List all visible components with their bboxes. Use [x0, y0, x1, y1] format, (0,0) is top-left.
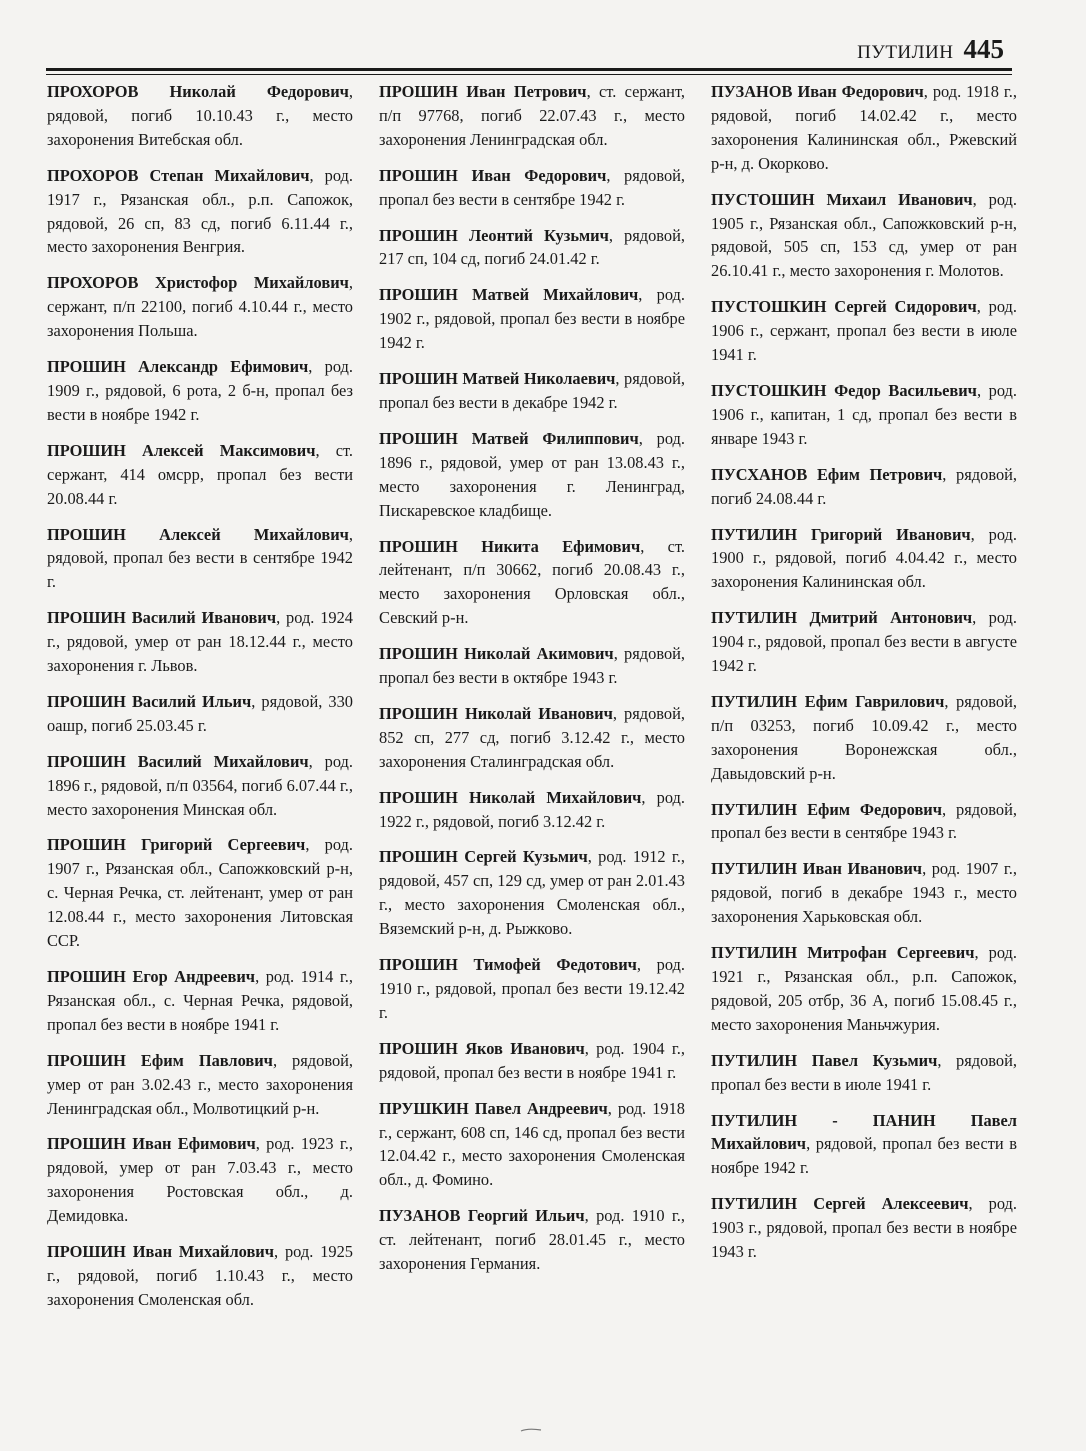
entry-name: ПРОШИН Николай Михайлович: [379, 787, 642, 807]
entry-name: ПРОШИН Егор Андреевич: [47, 967, 256, 986]
entry: [47, 523, 353, 595]
entry-name: ПУСТОШКИН Федор Васильевич: [711, 380, 977, 400]
entry: [711, 606, 1017, 678]
entry-name: ПРУШКИН Павел Андреевич: [379, 1098, 608, 1118]
entry: [711, 523, 1017, 595]
entry-details: , род. 1906 г., капитан, 1 сд, пропал без вести в январе 1943 г.: [711, 380, 1017, 448]
entry-details: , род. 1921 г., Рязанская обл., р.п. Сапожок, рядовой, 205 отбр, 36 А, погиб 15.08.45 г., место захоронения Маньчжурия.: [711, 943, 1017, 1034]
entry: [379, 164, 685, 212]
entry-details: , рядовой, погиб 24.08.44 г.: [711, 464, 1018, 508]
entry-name: ПРОШИН Василий Михайлович: [47, 751, 309, 771]
entry-name: ПУСХАНОВ Ефим Петрович: [711, 464, 943, 484]
entry: [47, 271, 353, 343]
entry-name: ПРОШИН Леонтий Кузьмич: [379, 225, 609, 245]
entry-name: ПРОШИН Яков Иванович: [379, 1038, 585, 1058]
entry: [711, 1192, 1017, 1264]
entry: [711, 1109, 1017, 1181]
entry-details: , род. 1905 г., Рязанская обл., Сапожковский р-н, рядовой, 505 сп, 153 сд, умер от ран 26.10.41 г., место захоронения г. Молотов.: [711, 189, 1017, 281]
entry: [379, 1204, 685, 1276]
entry: [711, 690, 1017, 786]
entry-details: , род. 1904 г., рядовой, пропал без вести в августе 1942 г.: [711, 608, 1017, 676]
entry-details: , род. 1906 г., сержант, пропал без вести в июле 1941 г.: [711, 297, 1017, 365]
entry-name: ПРОШИН Алексей Максимович: [47, 440, 316, 460]
entry: [47, 833, 353, 953]
entry-details: , род. 1923 г., рядовой, умер от ран 7.03.43 г., место захоронения Ростовская обл., д. Демидовка.: [47, 1134, 353, 1226]
entry-details: , рядовой, пропал без вести в сентябре 1942 г.: [379, 165, 686, 209]
entry-name: ПРОШИН Александр Ефимович: [47, 357, 309, 377]
entry-details: , род. 1918 г., рядовой, погиб 14.02.42 г., место захоронения Калининская обл., Ржевский р-н, д. Окорково.: [711, 82, 1017, 173]
print-smudge-mark: [520, 1428, 542, 1432]
entry: [379, 427, 685, 523]
entry-details: , род. 1912 г., рядовой, 457 сп, 129 сд, умер от ран 2.01.43 г., место захоронения Смоленская обл., Вяземский р-н, д. Рыжково.: [379, 847, 685, 939]
entry-name: ПРОШИН Матвей Михайлович: [379, 285, 639, 305]
entry-details: , род. 1914 г., Рязанская обл., с. Черная Речка, рядовой, пропал без вести в ноябре 1941 г.: [47, 967, 353, 1034]
entry-name: ПРОШИН Ефим Павлович: [47, 1050, 273, 1070]
entry-name: ПРОШИН Василий Ильич: [47, 691, 252, 711]
entry-details: , рядовой, пропал без вести в сентябре 1943 г.: [711, 799, 1017, 843]
entry-details: , род. 1907 г., Рязанская обл., Сапожковский р-н, с. Черная Речка, ст. лейтенант, умер от ран 12.08.44 г., место захоронения Литовская ССР.: [47, 835, 353, 951]
column-left: [47, 80, 353, 1400]
entry-details: , род. 1918 г., сержант, 608 сп, 146 сд, пропал без вести 12.04.42 г., место захоронения Смоленская обл., д. Фомино.: [379, 1098, 685, 1190]
entry-details: , род. 1910 г., рядовой, пропал без вести 19.12.42 г.: [379, 955, 685, 1022]
entry: [711, 80, 1017, 176]
entry-name: ПРОШИН Никита Ефимович: [379, 536, 641, 556]
entry-name: ПРОШИН Иван Федорович: [379, 165, 607, 185]
entry-details: , ст. сержант, 414 омсрр, пропал без вести 20.08.44 г.: [47, 440, 354, 508]
entry: [47, 750, 353, 822]
entry-name: ПРОХОРОВ Степан Михайлович: [47, 165, 310, 185]
entry-details: , род. 1896 г., рядовой, умер от ран 13.08.43 г., место захоронения г. Ленинград, Пискаревское кладбище.: [379, 428, 685, 520]
entry-name: ПУЗАНОВ Иван Федорович: [711, 82, 924, 101]
entry-details: , рядовой, 852 сп, 277 сд, погиб 3.12.42 г., место захоронения Сталинградская обл.: [379, 703, 685, 771]
running-head-surname: ПУТИЛИН: [857, 42, 954, 63]
entry: [711, 798, 1017, 846]
entry-name: ПРОШИН Иван Михайлович: [47, 1242, 274, 1262]
column-right: [711, 80, 1017, 1400]
entry: [711, 295, 1017, 367]
entry-details: , род. 1910 г., ст. лейтенант, погиб 28.01.45 г., место захоронения Германия.: [379, 1206, 685, 1274]
entry: [47, 1132, 353, 1228]
entry: [47, 606, 353, 678]
entry-name: ПУСТОШИН Михаил Иванович: [711, 189, 973, 209]
entry-name: ПУТИЛИН Митрофан Сергеевич: [711, 943, 975, 963]
page-number: 445: [963, 34, 1004, 64]
entry: [379, 953, 685, 1025]
entry-details: , род. 1909 г., рядовой, 6 рота, 2 б-н, пропал без вести в ноябре 1942 г.: [47, 357, 353, 424]
entry-details: , рядовой, пропал без вести в декабре 1942 г.: [379, 369, 685, 412]
entry-details: , рядовой, п/п 03253, погиб 10.09.42 г., место захоронения Воронежская обл., Давыдовский р-н.: [711, 691, 1017, 783]
entry: [379, 283, 685, 355]
entry-name: ПУТИЛИН Ефим Федорович: [711, 799, 942, 819]
entry-name: ПРОШИН Василий Иванович: [47, 608, 277, 628]
entry: [47, 80, 353, 152]
header-rule-thick: [46, 68, 1012, 71]
entry: [47, 1049, 353, 1121]
column-middle: [379, 80, 685, 1400]
entry-details: , ст. сержант, п/п 97768, погиб 22.07.43 г., место захоронения Ленинградская обл.: [379, 82, 685, 149]
entry: [47, 439, 353, 511]
entry-name: ПУСТОШКИН Сергей Сидорович: [711, 297, 977, 317]
entry-details: , род. 1917 г., Рязанская обл., р.п. Сапожок, рядовой, 26 сп, 83 сд, погиб 6.11.44 г., место захоронения Венгрия.: [47, 165, 353, 257]
entry-name: ПУТИЛИН Дмитрий Антонович: [711, 608, 973, 628]
entry-details: , рядовой, умер от ран 3.02.43 г., место захоронения Ленинградская обл., Молвотицкий р-н.: [47, 1050, 354, 1118]
entry: [47, 355, 353, 427]
entry-name: ПРОШИН Сергей Кузьмич: [379, 847, 588, 867]
entry: [379, 224, 685, 272]
entry-name: ПУТИЛИН Павел Кузьмич: [711, 1050, 938, 1070]
entry-details: , ст. лейтенант, п/п 30662, погиб 20.08.43 г., место захоронения Орловская обл., Севский р-н.: [379, 536, 685, 628]
entry: [711, 463, 1017, 511]
entry-name: ПРОШИН Иван Петрович: [379, 82, 587, 101]
entry-details: , сержант, п/п 22100, погиб 4.10.44 г., место захоронения Польша.: [47, 273, 353, 341]
entry-name: ПРОШИН Алексей Михайлович: [47, 524, 349, 544]
entry: [47, 690, 353, 738]
entry-details: , рядовой, погиб 10.10.43 г., место захоронения Витебская обл.: [47, 82, 353, 149]
entry: [711, 379, 1017, 451]
entry: [379, 367, 685, 415]
entry: [379, 1097, 685, 1193]
entry-name: ПРОШИН Николай Акимович: [379, 644, 614, 664]
entry-details: , рядовой, пропал без вести в ноябре 1942 г.: [711, 1134, 1017, 1178]
entry-details: , рядовой, 330 оашр, погиб 25.03.45 г.: [47, 691, 353, 735]
entry-name: ПРОХОРОВ Христофор Михайлович: [47, 273, 349, 293]
entry: [379, 845, 685, 941]
entries-columns: [47, 80, 1017, 1400]
entry-details: , рядовой, пропал без вести в июле 1941 г.: [711, 1050, 1017, 1094]
entry-details: , род. 1922 г., рядовой, погиб 3.12.42 г.: [379, 787, 685, 831]
entry-name: ПРОШИН Тимофей Федотович: [379, 955, 637, 975]
entry-name: ПУТИЛИН Сергей Алексеевич: [711, 1194, 969, 1214]
entry: [47, 1240, 353, 1312]
entry-details: , род. 1902 г., рядовой, пропал без вести в ноябре 1942 г.: [379, 285, 685, 353]
entry-name: ПРОШИН Николай Иванович: [379, 703, 613, 723]
entry-name: ПУТИЛИН Григорий Иванович: [711, 524, 971, 544]
entry-name: ПРОХОРОВ Николай Федорович: [47, 82, 349, 101]
entry: [711, 941, 1017, 1037]
running-head: [857, 34, 1004, 65]
entry-details: , род. 1903 г., рядовой, пропал без вести в ноябре 1943 г.: [711, 1194, 1017, 1262]
entry-name: ПРОШИН Иван Ефимович: [47, 1134, 256, 1154]
entry-name: ПРОШИН Григорий Сергеевич: [47, 835, 306, 855]
entry: [379, 1037, 685, 1085]
entry: [379, 702, 685, 774]
entry: [379, 642, 685, 690]
entry: [47, 164, 353, 260]
entry-details: , род. 1896 г., рядовой, п/п 03564, погиб 6.07.44 г., место захоронения Минская обл.: [47, 751, 353, 819]
entry-name: ПРОШИН Матвей Николаевич: [379, 369, 616, 389]
entry: [47, 965, 353, 1037]
entry: [379, 786, 685, 834]
entry-details: , род. 1907 г., рядовой, погиб в декабре 1943 г., место захоронения Харьковская обл.: [711, 859, 1017, 927]
entry: [711, 1049, 1017, 1097]
entry-details: , рядовой, пропал без вести в октябре 1943 г.: [379, 644, 686, 688]
entry-details: , род. 1924 г., рядовой, умер от ран 18.12.44 г., место захоронения г. Львов.: [47, 608, 353, 676]
header-rule-thin: [46, 74, 1012, 75]
entry-details: , род. 1904 г., рядовой, пропал без вести в ноябре 1941 г.: [379, 1038, 685, 1082]
entry-name: ПРОШИН Матвей Филиппович: [379, 428, 639, 448]
entry: [711, 857, 1017, 929]
entry: [379, 535, 685, 631]
entry-details: , род. 1925 г., рядовой, погиб 1.10.43 г., место захоронения Смоленская обл.: [47, 1242, 353, 1309]
entry-details: , рядовой, 217 сп, 104 сд, погиб 24.01.42 г.: [379, 225, 685, 269]
entry: [379, 80, 685, 152]
entry-name: ПУТИЛИН Иван Иванович: [711, 859, 923, 879]
entry-name: ПУЗАНОВ Георгий Ильич: [379, 1206, 585, 1226]
entry-name: ПУТИЛИН Ефим Гаврилович: [711, 691, 945, 711]
entry: [711, 188, 1017, 284]
entry-name: ПУТИЛИН - ПАНИН Павел Михайлович: [711, 1110, 1017, 1154]
entry-details: , род. 1900 г., рядовой, погиб 4.04.42 г., место захоронения Калининская обл.: [711, 524, 1017, 592]
entry-details: , рядовой, пропал без вести в сентябре 1942 г.: [47, 524, 353, 592]
